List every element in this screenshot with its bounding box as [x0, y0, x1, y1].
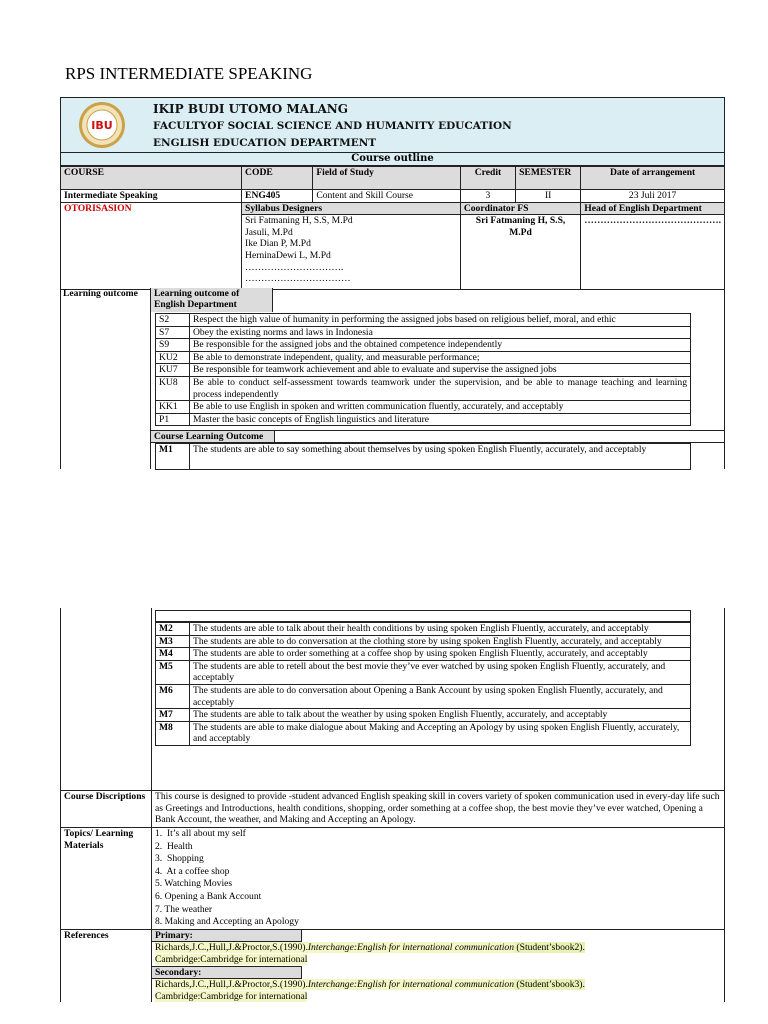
clo-code: M3	[159, 635, 173, 647]
outcome-row	[156, 314, 691, 327]
clo-text: The students are able to talk about the weather by using spoken English Fluently, accurately, and acceptably	[190, 709, 691, 722]
course-details-table	[60, 790, 725, 1002]
clo-code: M1	[159, 444, 173, 455]
topics-label: Topics/ Learning Materials	[64, 828, 134, 851]
outcome-code: P1	[156, 413, 190, 426]
secondary-label: Secondary:	[155, 966, 202, 978]
clo-text: The students are able to do conversation about Opening a Bank Account by using spoken English Fluently, accurately, and acceptably	[190, 684, 691, 708]
primary-reference: Richards,J.C.,Hull,J.&Proctor,S.(1990).Interchange:English for international communication (Student’sbook2). Cambridge:Cambridge for international	[155, 942, 585, 965]
outcome-row	[156, 351, 691, 364]
outcome-code: KU2	[156, 351, 190, 364]
outcome-code: S2	[156, 314, 190, 327]
designer-name: ……………………………	[245, 273, 351, 285]
topic-item: 1. It’s all about my self	[155, 828, 246, 839]
col-date: Date of arrangement	[610, 167, 696, 178]
outcome-text: Master the basic concepts of English linguistics and literature	[190, 413, 691, 426]
clo-row	[156, 648, 691, 661]
outcome-row	[156, 364, 691, 377]
designer-name: Jasuli, M.Pd	[245, 226, 293, 238]
dept-outcome-table	[155, 313, 691, 426]
outcome-code: S9	[156, 339, 190, 352]
references-label: References	[64, 929, 109, 941]
date-value: 23 Juli 2017	[581, 190, 725, 203]
clo-row	[156, 623, 691, 636]
clo-code: M8	[159, 721, 173, 733]
topics-list	[152, 828, 725, 930]
outcome-code: KU7	[156, 364, 190, 377]
outcome-code: S7	[156, 326, 190, 339]
topic-item: 7. The weather	[155, 903, 213, 915]
course-table	[60, 166, 725, 290]
outcome-text: Respect the high value of humanity in performing the assigned jobs based on religious belief, moral, and ethic	[190, 314, 691, 327]
clo-code: M7	[159, 709, 173, 721]
empty-row	[155, 610, 691, 622]
designer-name: HerninaDewi L, M.Pd	[245, 249, 331, 261]
clo-label: Course Learning Outcome	[151, 431, 275, 442]
semester-value: II	[516, 190, 581, 203]
col-course: COURSE	[64, 167, 104, 178]
clo-code: M2	[159, 623, 173, 634]
designer-name: Sri Fatmaning H, S.S, M.Pd	[245, 215, 353, 227]
syllabus-designers-label: Syllabus Designers	[245, 202, 323, 214]
description-text: This course is designed to provide -student advanced English speaking skill in covers variety of spoken communication used in every-day life such as Greetings and Introductions, health conditions, shopping, order something at a coffee shop, the best movie they’ve ever watched, Opening a Bank Account, the weather, and Making and Accepting an Apology.	[152, 791, 725, 828]
course-code: ENG405	[245, 190, 281, 201]
learning-outcome-label: Learning outcome	[60, 288, 151, 469]
designer-name: Ike Dian P, M.Pd	[245, 238, 311, 250]
topic-item: 6. Opening a Bank Account	[155, 890, 262, 902]
topic-item: 2. Health	[155, 840, 193, 852]
clo-row	[156, 660, 691, 684]
clo-text: The students are able to retell about the best movie they’ve ever watched by using spoken English Fluently, accurately, and acceptably	[190, 660, 691, 684]
clo-text: The students are able to make dialogue about Making and Accepting an Apology by using spoken English Fluently, accurately, and acceptably	[190, 721, 691, 745]
outcome-row	[156, 376, 691, 400]
outcome-code: KK1	[156, 401, 190, 414]
designers-list	[242, 215, 461, 290]
outcome-row	[156, 413, 691, 426]
col-semester: SEMESTER	[519, 167, 572, 178]
outcome-text: Be responsible for the assigned jobs and the obtained competence independently	[190, 339, 691, 352]
otorisasion-label: OTORISASION	[64, 202, 132, 214]
primary-label: Primary:	[155, 929, 193, 941]
department-name: ENGLISH EDUCATION DEPARTMENT	[153, 137, 377, 149]
topic-item: 4. At a coffee shop	[155, 865, 230, 877]
topic-item: 8. Making and Accepting an Apology	[155, 916, 299, 928]
institution-header	[60, 97, 725, 153]
outcome-row	[156, 401, 691, 414]
outcome-text: Be able to demonstrate independent, quality, and measurable performance;	[190, 351, 691, 364]
clo-row	[156, 721, 691, 745]
coordinator-name: Sri Fatmaning H, S.S, M.Pd	[475, 215, 566, 238]
document-title: RPS INTERMEDIATE SPEAKING	[65, 64, 313, 83]
clo-row	[156, 635, 691, 648]
outcome-row	[156, 326, 691, 339]
clo-table	[155, 622, 691, 746]
clo-row	[156, 684, 691, 708]
clo-text: The students are able to talk about their health conditions by using spoken English Fluently, accurately, and acceptably	[190, 623, 691, 636]
topic-item: 3. Shopping	[155, 853, 204, 865]
outcome-text: Be responsible for teamwork achievement and able to evaluate and supervise the assigned jobs	[190, 364, 691, 377]
course-name: Intermediate Speaking	[64, 190, 158, 201]
clo-text: The students are able to do conversation at the clothing store by using spoken English Fluently, accurately, and acceptably	[190, 635, 691, 648]
outcome-code: KU8	[156, 376, 190, 400]
logo-text: IBU	[91, 119, 113, 132]
clo-code: M6	[159, 684, 173, 696]
clo-header-bar	[151, 430, 725, 443]
faculty-name: FACULTYOF SOCIAL SCIENCE AND HUMANITY EDUCATION	[153, 120, 512, 132]
col-field: Field of Study	[316, 167, 374, 178]
clo-m1-table	[155, 443, 691, 470]
university-logo-icon	[78, 101, 126, 149]
field-of-study: Content and Skill Course	[313, 190, 461, 203]
column-divider	[151, 608, 152, 791]
col-code: CODE	[245, 167, 273, 178]
credit-value: 3	[460, 190, 515, 203]
outcome-text: Be able to conduct self-assessment towards teamwork under the supervision, and be able to manage teaching and learning process independently	[190, 376, 691, 400]
secondary-reference: Richards,J.C.,Hull,J.&Proctor,S.(1990).Interchange:English for international communication (Student’sbook3). Cambridge:Cambridge for international	[155, 979, 585, 1002]
clo-code: M4	[159, 648, 173, 660]
description-label: Course Discriptions	[64, 791, 146, 802]
outcome-row	[156, 339, 691, 352]
coordinator-label: Coordinator FS	[463, 202, 529, 214]
clo-row	[156, 709, 691, 722]
clo-text: The students are able to say something about themselves by using spoken English Fluently, accurately, and acceptably	[190, 444, 691, 470]
topic-item: 5. Watching Movies	[155, 878, 233, 890]
clo-code: M5	[159, 660, 173, 672]
outcome-text: Obey the existing norms and laws in Indonesia	[190, 326, 691, 339]
head-label: Head of English Department	[584, 202, 702, 214]
dept-outcome-label: Learning outcome of English Department	[151, 288, 273, 312]
institution-name: IKIP BUDI UTOMO MALANG	[153, 102, 348, 116]
outline-title: Course outline	[60, 153, 725, 166]
col-credit: Credit	[474, 167, 502, 178]
clo-text: The students are able to order something at a coffee shop by using spoken English Fluently, accurately, and acceptably	[190, 648, 691, 661]
designer-name: ………………………….	[245, 261, 344, 273]
head-signature-line: …………………………………….	[584, 215, 721, 227]
outcome-text: Be able to use English in spoken and written communication fluently, accurately, and acceptably	[190, 401, 691, 414]
